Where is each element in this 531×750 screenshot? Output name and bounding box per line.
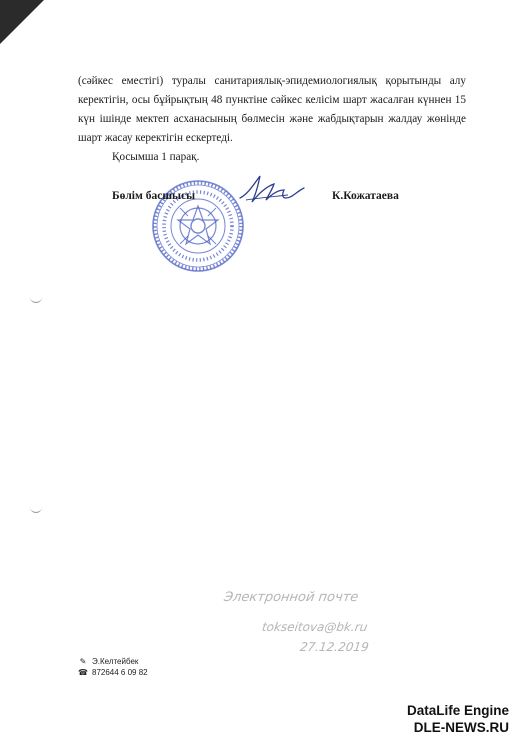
handwritten-note-email: tokseitova@bk.ru [261, 620, 369, 634]
executor-phone: 872644 6 09 82 [92, 668, 148, 677]
body-paragraph: (сәйкес еместігі) туралы санитариялық-эпидемиологиялық қорытынды алу керектігін, осы бұйрықтың 48 пунктіне сәйкес келісім шарт жасалған күннен 15 күн ішінде мектеп асханасының бөлмесін және жабдықтарын жалдау жөнінде шарт жасау керектігін ескертеді. [78, 75, 466, 144]
punch-hole-mark [30, 296, 42, 303]
executor-name: Э.Келтейбек [92, 657, 139, 666]
signatory-name: К.Кожатаева [332, 190, 399, 202]
handwritten-note-email-label: Электронной почте [222, 590, 360, 605]
document-body [78, 72, 466, 167]
folded-corner [0, 0, 44, 44]
punch-hole-mark [30, 506, 42, 513]
signatory-title: Бөлім басшысы [112, 190, 196, 202]
watermark-line-1: DataLife Engine [406, 703, 509, 718]
watermark-line-2: DLE-NEWS.RU [413, 720, 509, 735]
pencil-icon: ✎ [79, 657, 87, 666]
site-watermark [407, 702, 509, 736]
handwritten-signature [238, 170, 308, 210]
executor-footer [78, 656, 148, 678]
attachment-note: Қосымша 1 парақ. [112, 151, 200, 163]
handwritten-note-date: 27.12.2019 [299, 640, 370, 654]
phone-icon: ☎ [78, 668, 88, 677]
